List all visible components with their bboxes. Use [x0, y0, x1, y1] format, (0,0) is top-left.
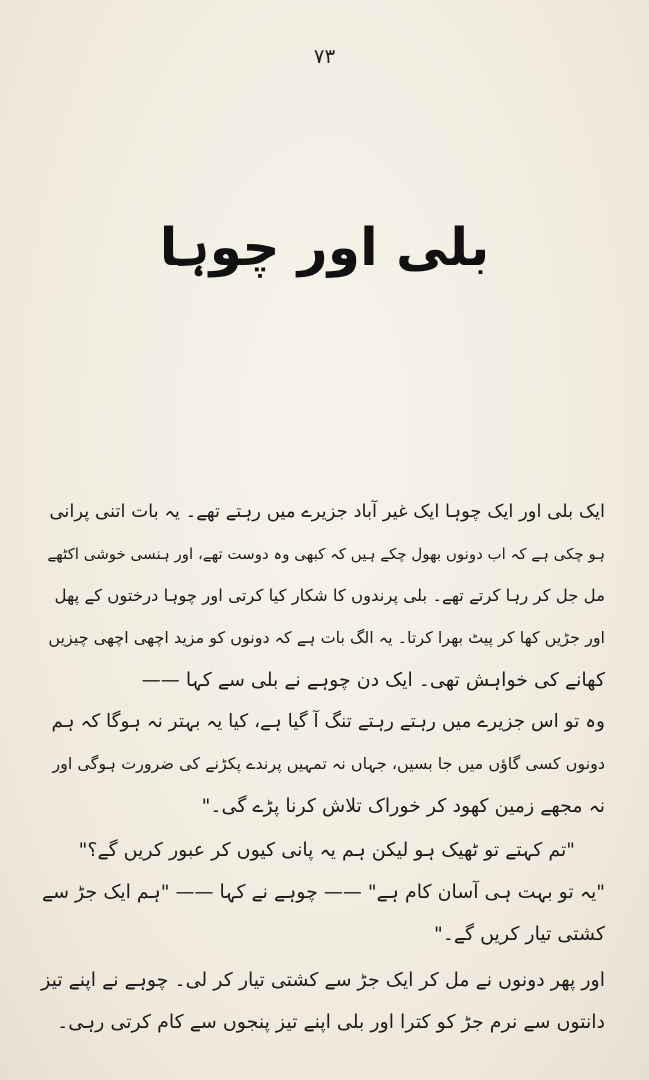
text-line: مل جل کر رہا کرتے تھے۔ بلی پرندوں کا شکار کیا کرتی اور چوہا درختوں کے پھل	[54, 586, 605, 605]
text-line: وہ تو اس جزیرے میں رہتے رہتے تنگ آ گیا ہے، کیا یہ بہتر نہ ہوگا کہ ہم	[51, 711, 605, 732]
text-line: "یہ تو بہت ہی آسان کام ہے" —— چوہے نے کہا —— "ہم ایک جڑ سے	[41, 881, 605, 903]
page-number: ۷۳	[313, 44, 336, 68]
text-line: ہو چکی ہے کہ اب دونوں بھول چکے ہیں کہ کبھی وہ دوست تھے، اور ہنسی خوشی اکٹھے	[47, 545, 605, 563]
text-line: کشتی تیار کریں گے۔"	[434, 923, 605, 945]
text-line: دونوں کسی گاؤں میں جا بسیں، جہاں نہ تمہیں پرندے پکڑنے کی ضرورت ہوگی اور	[52, 754, 605, 773]
text-line: اور جڑیں کھا کر پیٹ بھرا کرتا۔ یہ الگ بات ہے کہ دونوں کو مزید اچھی اچھی چیزیں	[48, 628, 605, 647]
text-line: کھانے کی خواہش تھی۔ ایک دن چوہے نے بلی سے کہا ——	[141, 669, 605, 691]
text-line: ایک بلی اور ایک چوہا ایک غیر آباد جزیرے میں رہتے تھے۔ یہ بات اتنی پرانی	[49, 501, 605, 522]
text-line: نہ مجھے زمین کھود کر خوراک تلاش کرنا پڑے گی۔"	[201, 795, 605, 817]
text-line: دانتوں سے نرم جڑ کو کترا اور بلی اپنے تیز پنجوں سے کام کرتی رہی۔	[57, 1011, 605, 1033]
text-line: اور پھر دونوں نے مل کر ایک جڑ سے کشتی تیار کر لی۔ چوہے نے اپنے تیز	[41, 969, 605, 991]
story-title: بلی اور چوہا	[159, 218, 490, 278]
text-line: "تم کہتے تو ٹھیک ہو لیکن ہم یہ پانی کیوں کر عبور کریں گے؟"	[78, 839, 575, 861]
